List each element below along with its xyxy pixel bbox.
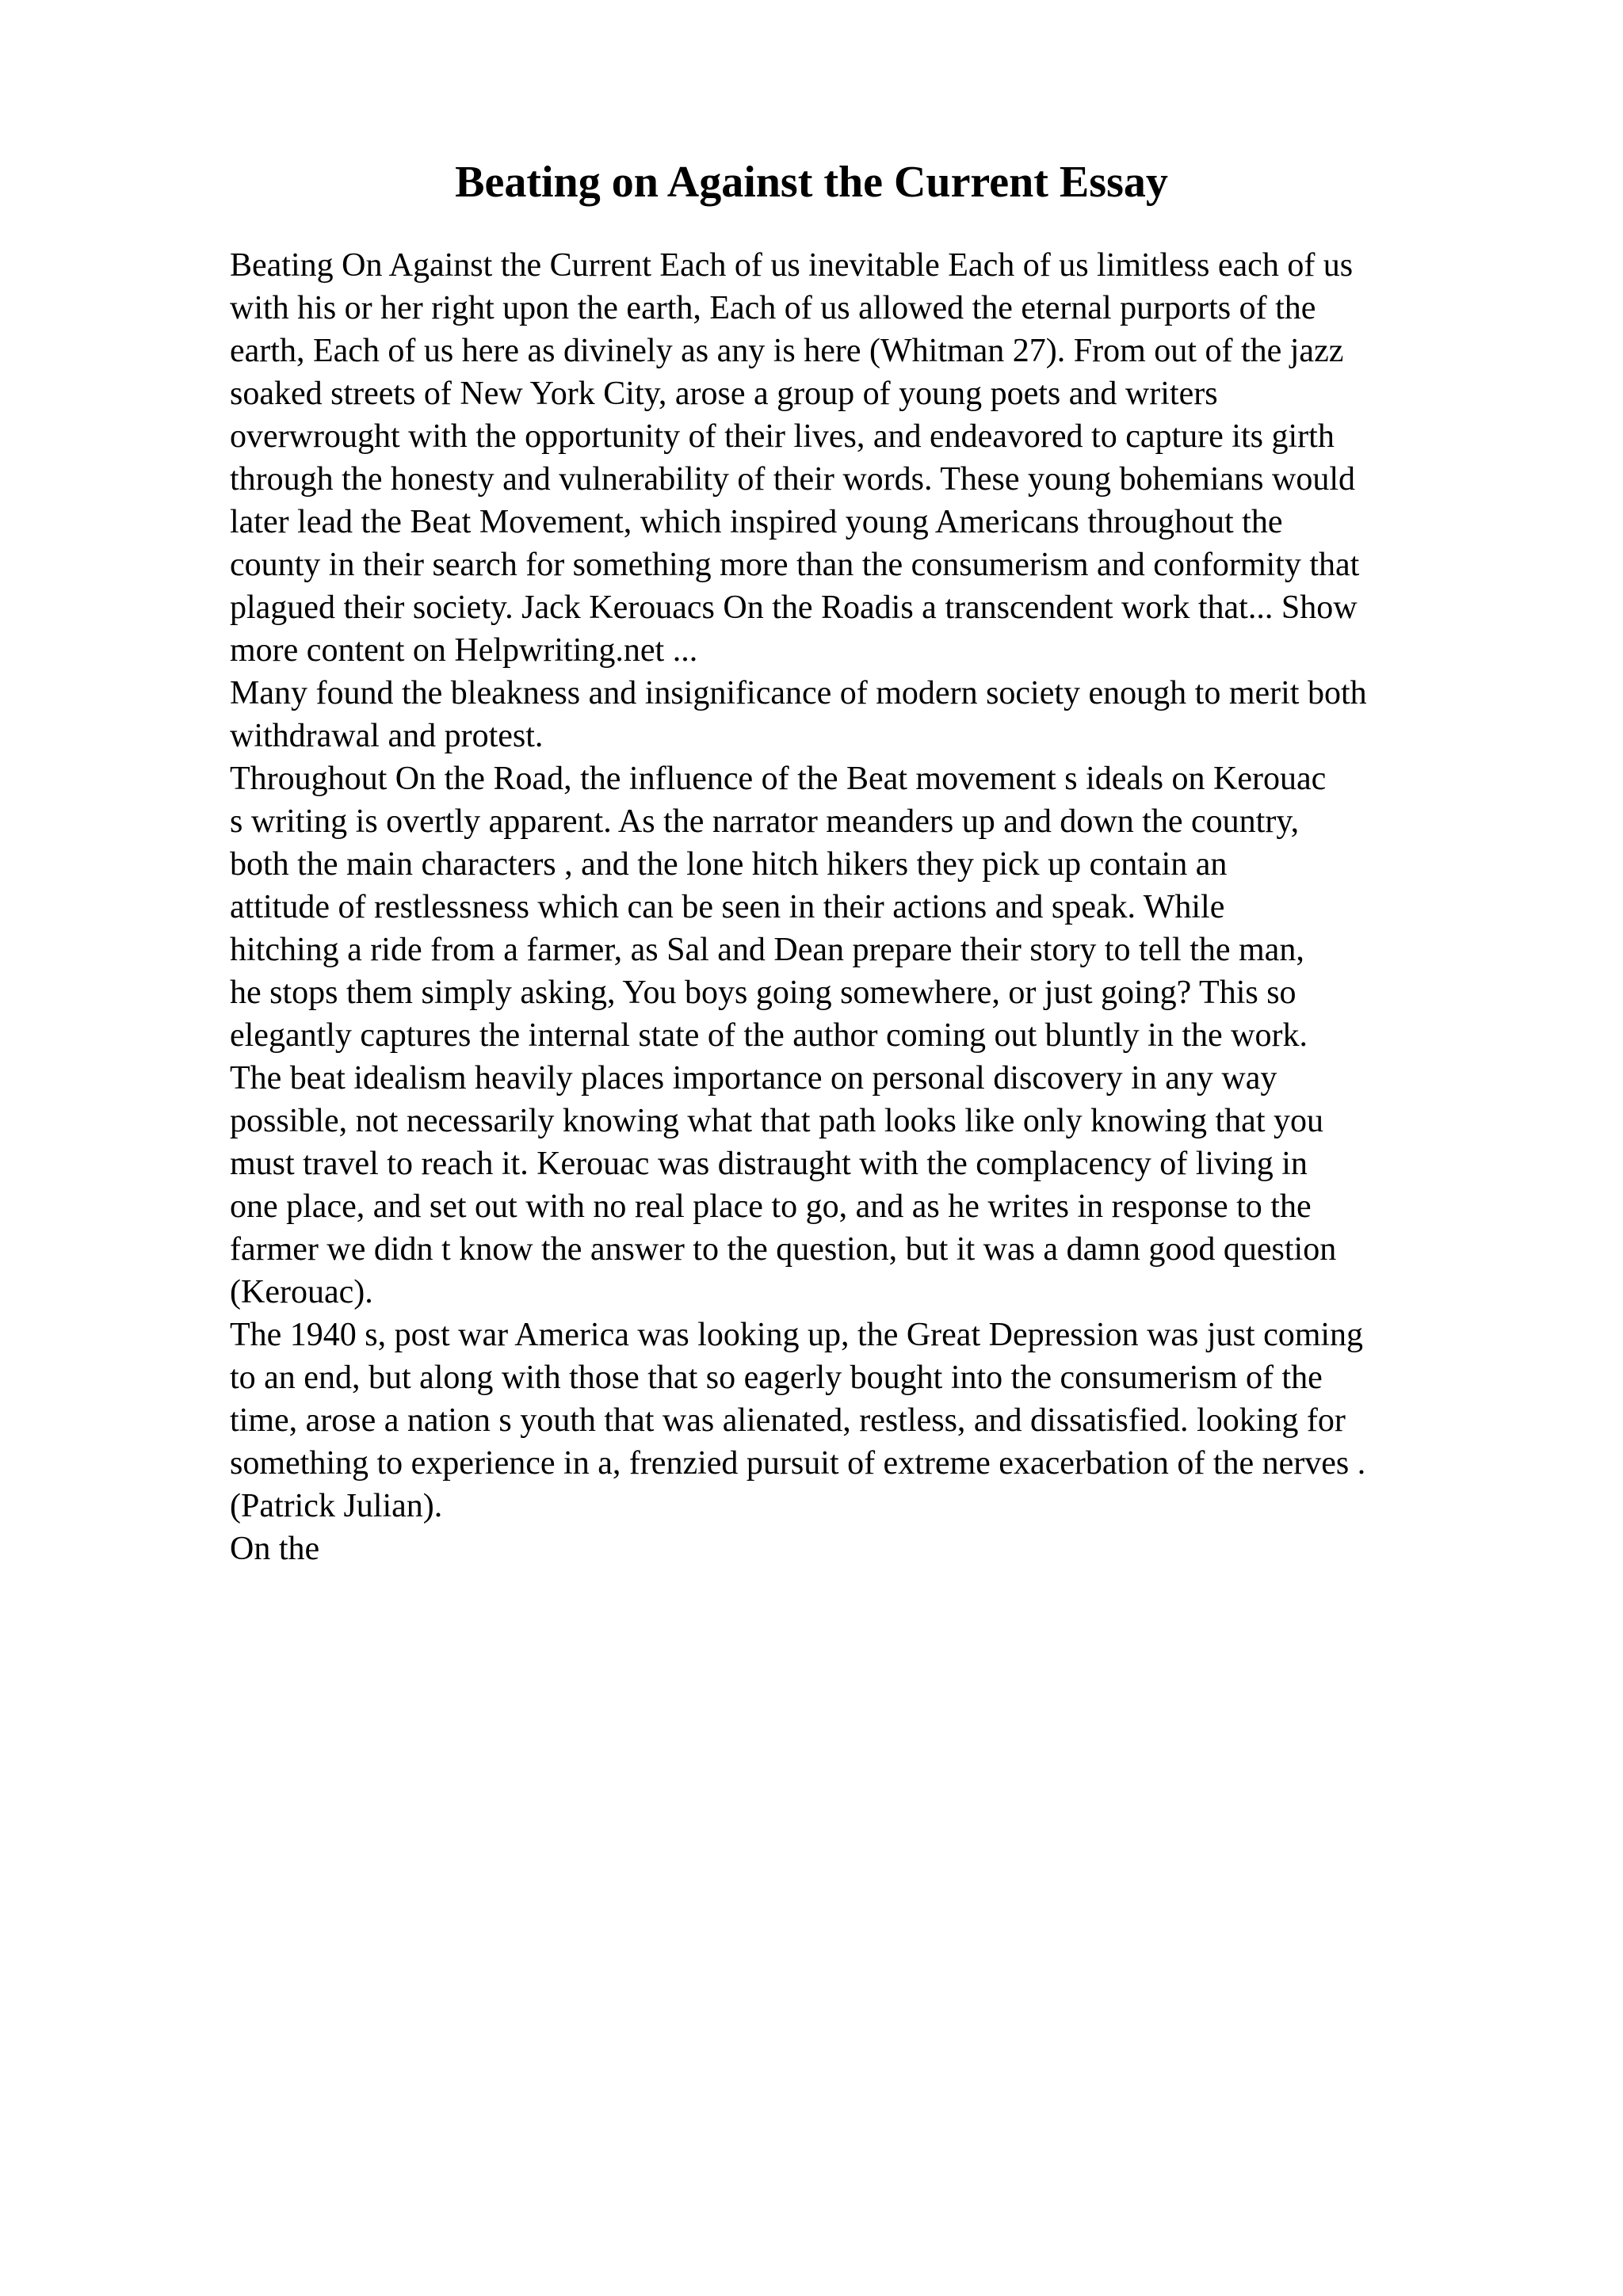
text-line: attitude of restlessness which can be seen in their actions and speak. While [230,889,1225,925]
text-line: must travel to reach it. Kerouac was distraught with the complacency of living in [230,1146,1308,1182]
text-line: both the main characters , and the lone hitch hikers they pick up contain an [230,846,1228,883]
text-line: to an end, but along with those that so eagerly bought into the consumerism of the [230,1360,1323,1396]
text-line: On the [230,1531,320,1567]
text-line: withdrawal and protest. [230,718,544,754]
text-line: elegantly captures the internal state of the author coming out bluntly in the work. [230,1017,1308,1054]
text-line: he stops them simply asking, You boys going somewhere, or just going? This so [230,974,1296,1011]
text-line: Beating On Against the Current Each of us inevitable Each of us limitless each of us [230,247,1354,284]
text-line: soaked streets of New York City, arose a group of young poets and writers [230,376,1218,412]
text-line: time, arose a nation s youth that was alienated, restless, and dissatisfied. looking for [230,1402,1346,1439]
text-line: earth, Each of us here as divinely as any is here (Whitman 27). From out of the jazz [230,333,1344,369]
document-body [230,244,1506,1570]
text-line: one place, and set out with no real place to go, and as he writes in response to the [230,1188,1312,1225]
text-line: hitching a ride from a farmer, as Sal and Dean prepare their story to tell the man, [230,932,1304,968]
text-line: later lead the Beat Movement, which inspired young Americans throughout the [230,504,1283,540]
text-line: possible, not necessarily knowing what that path looks like only knowing that you [230,1103,1323,1139]
text-line: (Kerouac). [230,1274,373,1310]
text-line: The 1940 s, post war America was looking up, the Great Depression was just coming [230,1317,1364,1353]
text-line: something to experience in a, frenzied pursuit of extreme exacerbation of the nerves . [230,1445,1366,1482]
text-line: through the honesty and vulnerability of their words. These young bohemians would [230,461,1355,498]
document-title: Beating on Against the Current Essay [455,158,1168,207]
text-line: Many found the bleakness and insignificance of modern society enough to merit both [230,675,1367,711]
text-line: Throughout On the Road, the influence of the Beat movement s ideals on Kerouac [230,761,1327,797]
text-line: overwrought with the opportunity of their lives, and endeavored to capture its girth [230,418,1335,455]
text-line: plagued their society. Jack Kerouacs On the Roadis a transcendent work that... Show [230,589,1358,626]
text-line: farmer we didn t know the answer to the question, but it was a damn good question [230,1231,1337,1268]
text-line: county in their search for something more than the consumerism and conformity that [230,547,1360,583]
text-line: The beat idealism heavily places importance on personal discovery in any way [230,1060,1277,1097]
text-line: more content on Helpwriting.net ... [230,632,698,669]
text-line: (Patrick Julian). [230,1488,443,1524]
text-line: with his or her right upon the earth, Each of us allowed the eternal purports of the [230,290,1316,326]
text-line: s writing is overtly apparent. As the narrator meanders up and down the country, [230,803,1300,840]
